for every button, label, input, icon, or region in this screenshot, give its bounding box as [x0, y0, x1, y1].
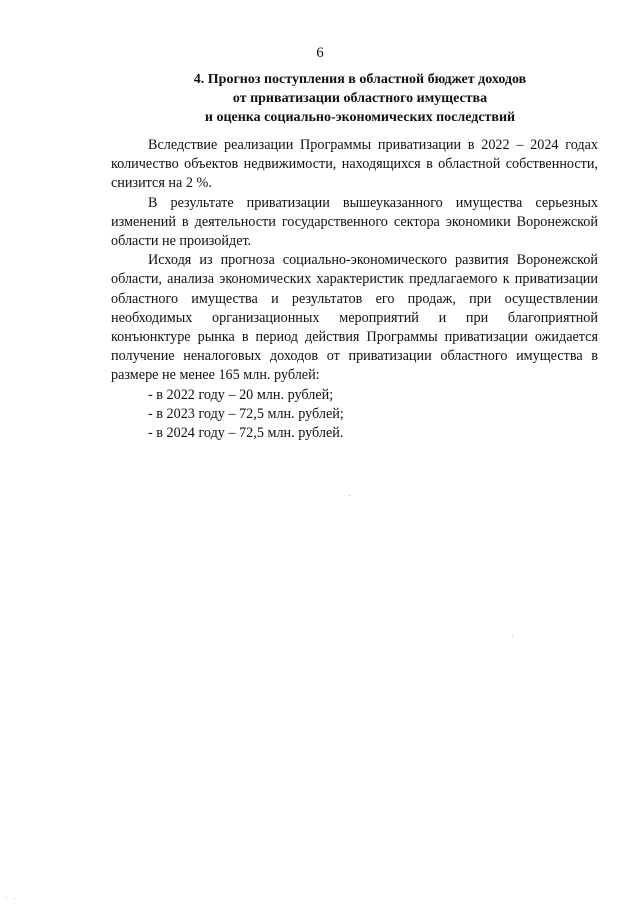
heading-line-2: от приватизации областного имущества [232, 91, 488, 106]
scan-speck [6, 897, 7, 898]
revenue-list-item: - в 2023 году – 72,5 млн. рублей; [148, 405, 344, 422]
page-number: 6 [316, 45, 324, 61]
revenue-list-item: - в 2022 году – 20 млн. рублей; [148, 386, 334, 403]
revenue-list [111, 386, 598, 444]
section-heading [110, 70, 610, 127]
revenue-list-item: - в 2024 году – 72,5 млн. рублей. [148, 425, 344, 442]
heading-line-1: 4. Прогноз поступления в областной бюджет доходов [193, 72, 527, 87]
scan-speck [349, 495, 350, 496]
scan-speck [512, 636, 513, 637]
paragraph-3: Исходя из прогноза социально-экономического развития Воронежской области, анализа экономических характеристик предлагаемого к приватизации областного имущества и результатов его продаж, при осуществлении необходимых организационных мероприятий и при благоприятной конъюнктуре рынка в период действия Программы приватизации ожидается получение неналоговых доходов от приватизации областного имущества в размере не менее 165 млн. рублей: [111, 252, 598, 384]
paragraph-1: Вследствие реализации Программы приватизации в 2022 – 2024 годах количество объектов недвижимости, находящихся в областной собственности, снизится на 2 %. [111, 137, 598, 192]
scan-speck [14, 898, 15, 899]
body-text [111, 136, 598, 443]
paragraph-2: В результате приватизации вышеуказанного имущества серьезных изменений в деятельности государственного сектора экономики Воронежской области не произойдет. [111, 194, 598, 250]
heading-line-3: и оценка социально-экономических последствий [204, 110, 516, 125]
